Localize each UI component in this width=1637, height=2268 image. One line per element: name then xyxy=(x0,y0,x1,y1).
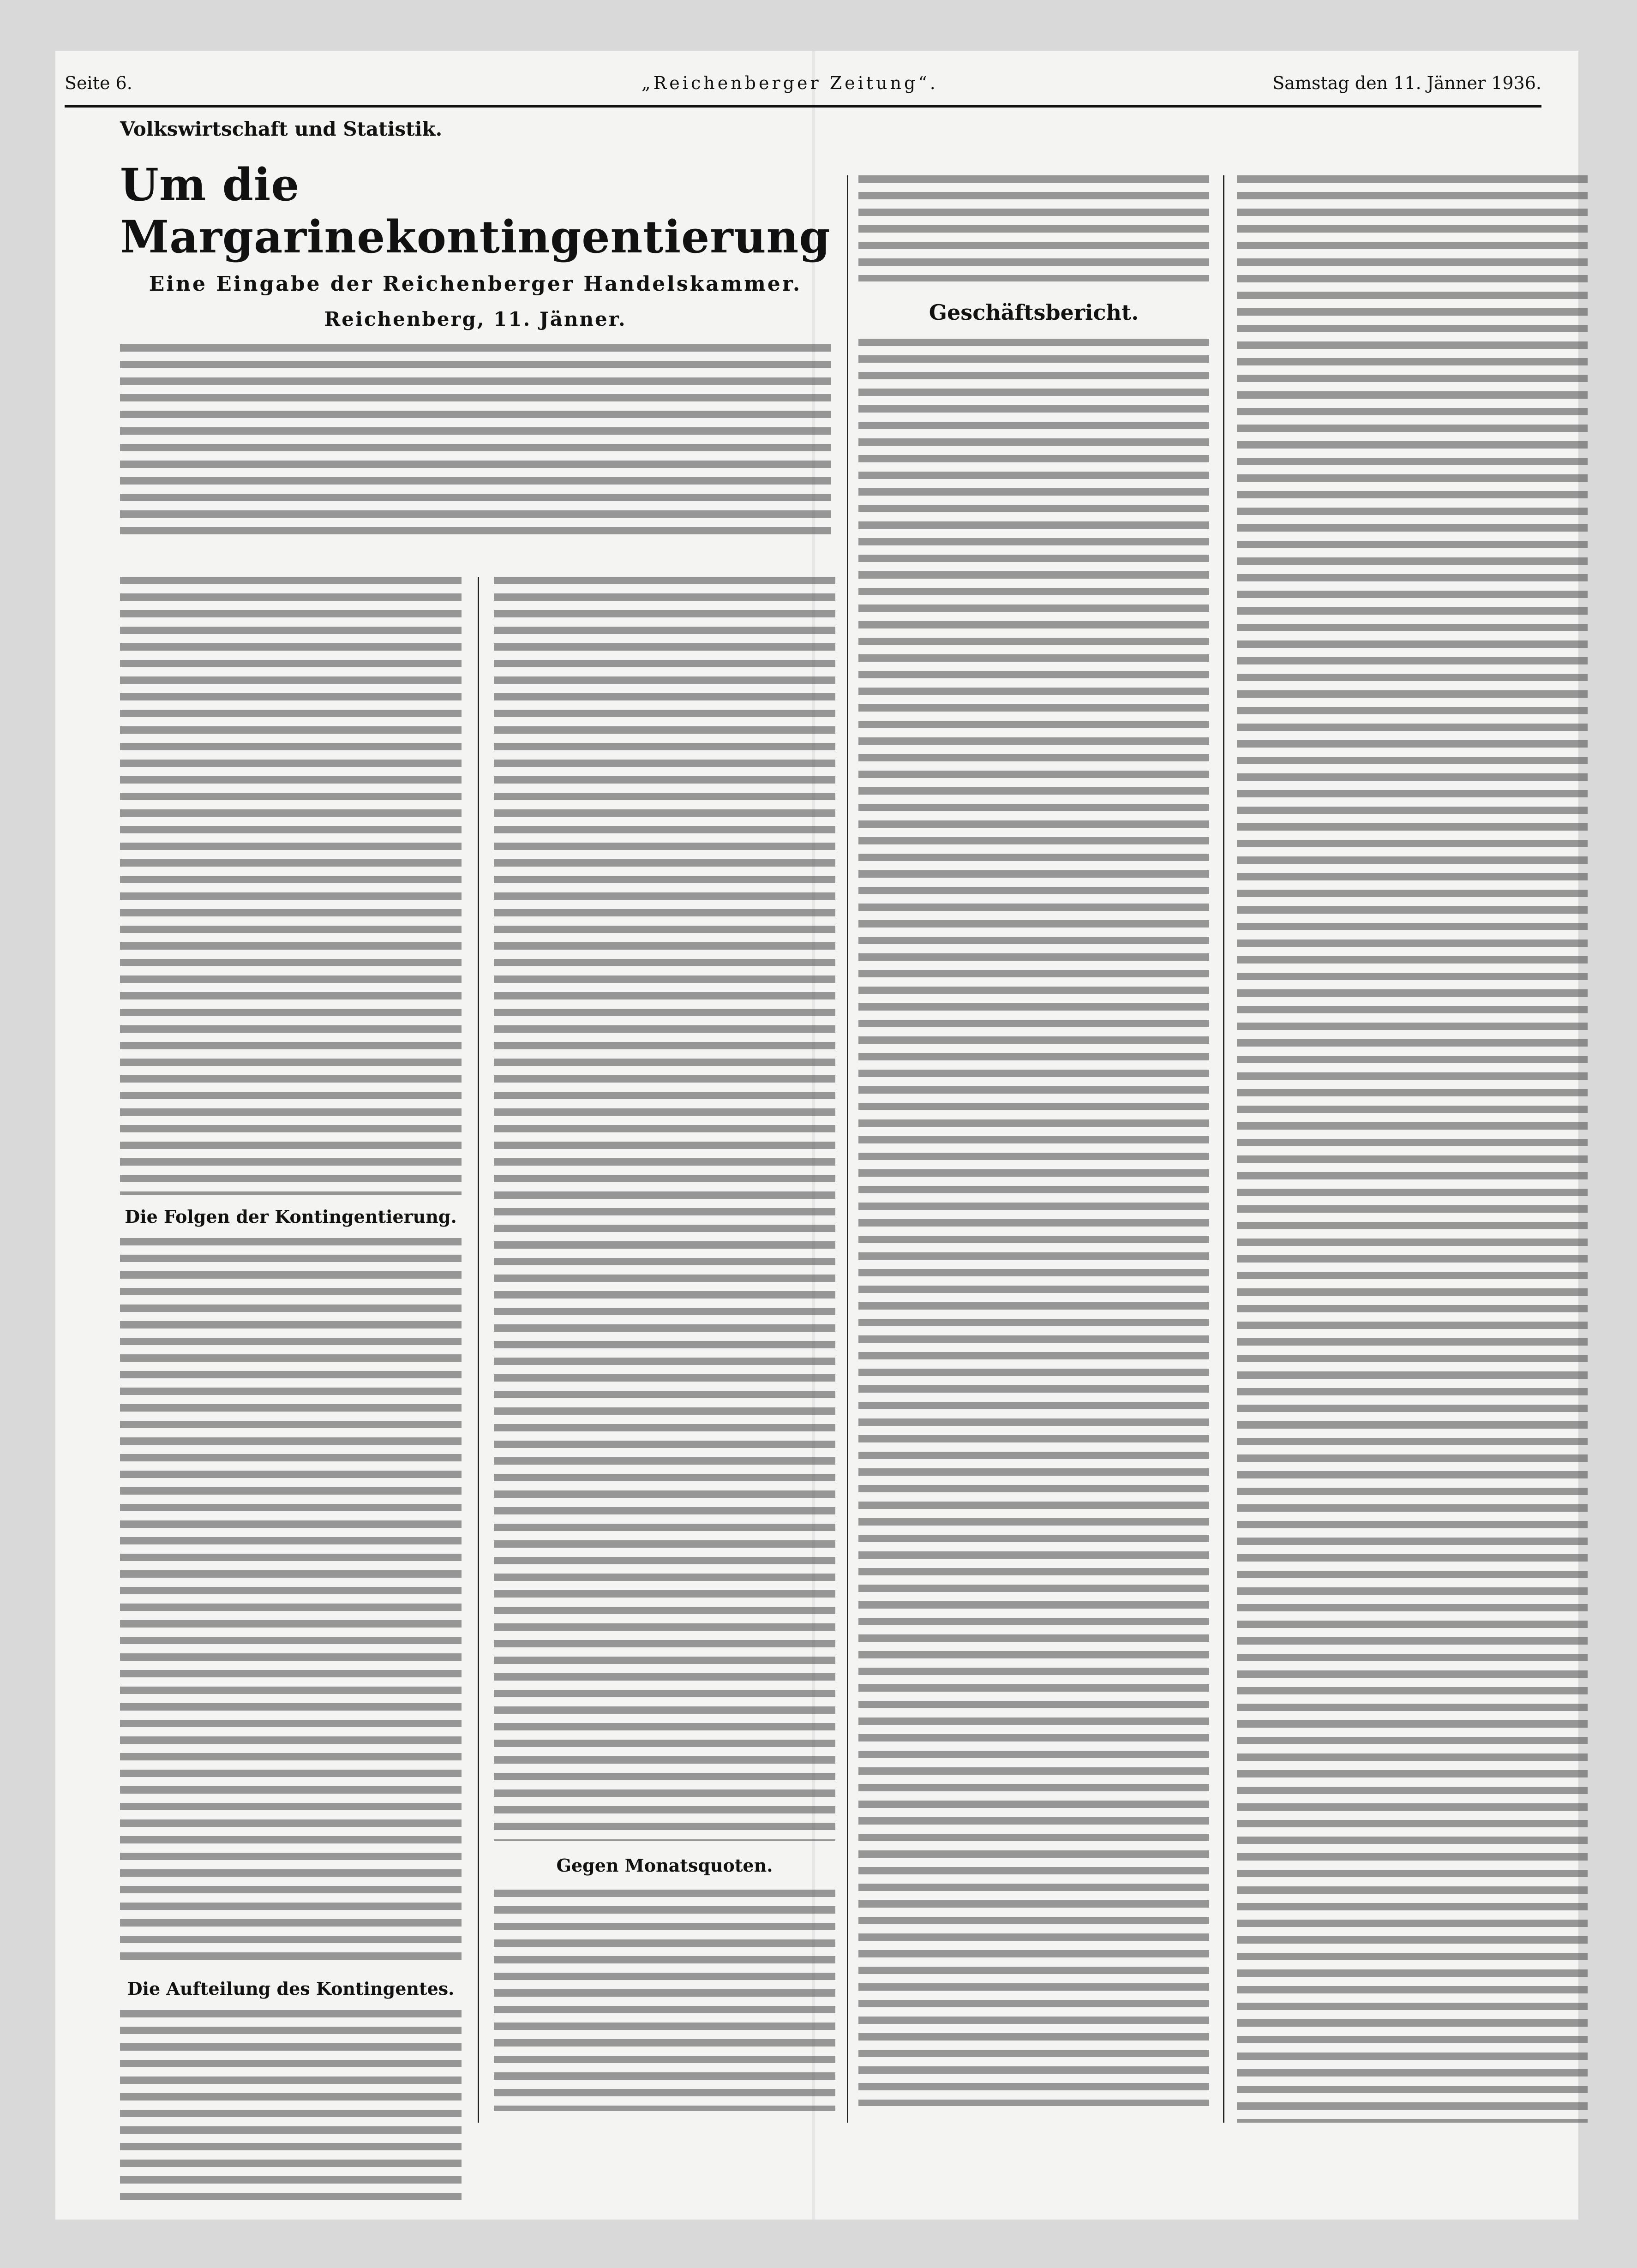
column-divider xyxy=(478,577,479,2123)
subhead-aufteilung: Die Aufteilung des Kontingentes. xyxy=(127,1978,455,1999)
page-header xyxy=(65,73,1541,101)
section-title: Volkswirtschaft und Statistik. xyxy=(120,118,443,140)
business-report-title: Geschäftsbericht. xyxy=(929,300,1139,325)
page-number: Seite 6. xyxy=(65,73,132,93)
column-divider xyxy=(1223,175,1224,2123)
dateline: Reichenberg, 11. Jänner. xyxy=(324,308,627,330)
column-1 xyxy=(120,577,462,2204)
body-text-placeholder xyxy=(494,1890,835,2111)
body-text-placeholder xyxy=(120,1238,462,1967)
column-3 xyxy=(858,175,1209,2106)
main-article xyxy=(120,113,831,538)
headline: Um die Margarinekontingentierung xyxy=(120,159,831,263)
subhead-monatsquoten: Gegen Monatsquoten. xyxy=(556,1855,773,1876)
paper-title: „Reichenberger Zeitung“. xyxy=(642,73,938,93)
body-text-placeholder xyxy=(120,2010,462,2204)
body-text-placeholder xyxy=(494,577,835,1841)
body-text-placeholder xyxy=(858,339,1209,2106)
column-4 xyxy=(1237,175,1588,2123)
body-text-placeholder xyxy=(120,577,462,1195)
lead-text-placeholder xyxy=(120,344,831,538)
column-2 xyxy=(494,577,835,2111)
column-divider xyxy=(847,175,848,2123)
header-rule xyxy=(65,105,1541,108)
body-text-placeholder xyxy=(1237,175,1588,2123)
subhead-folgen: Die Folgen der Kontingentierung. xyxy=(125,1206,457,1227)
subheadline: Eine Eingabe der Reichenberger Handelskammer. xyxy=(149,272,802,296)
body-text-placeholder xyxy=(858,175,1209,281)
issue-date: Samstag den 11. Jänner 1936. xyxy=(1272,73,1541,93)
